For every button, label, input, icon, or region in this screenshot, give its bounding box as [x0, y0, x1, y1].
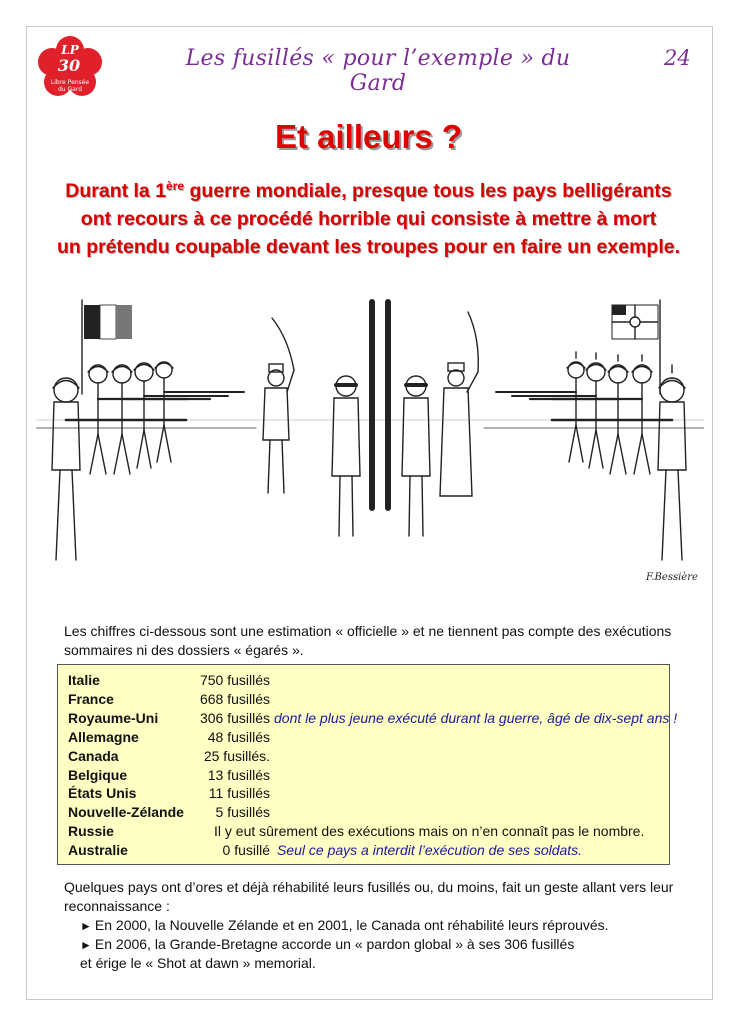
- stat-row: [68, 766, 663, 785]
- intro-line-1: Durant la 1ère guerre mondiale, presque tous les pays belligérants: [65, 179, 672, 202]
- stat-count: 668 fusillés: [199, 690, 270, 707]
- stat-country: Russie: [68, 823, 114, 840]
- stat-country: Canada: [68, 747, 119, 764]
- stat-country: Australie: [68, 842, 128, 859]
- stat-count: 11 fusillés: [208, 785, 270, 802]
- stat-country: Italie: [68, 672, 100, 688]
- libre-pensee-logo: [36, 34, 104, 102]
- firing-squad-illustration: [36, 278, 704, 590]
- german-flag: [612, 305, 658, 339]
- condemned-men: [332, 376, 430, 536]
- stat-count: 750 fusillés: [199, 672, 270, 688]
- stat-note: Seul ce pays a interdit l’exécution de ses soldats.: [277, 842, 583, 859]
- svg-text:du Gard: du Gard: [57, 86, 83, 93]
- stat-count: 13 fusillés: [207, 766, 270, 783]
- stat-row: [68, 803, 663, 822]
- page-number: 24: [664, 46, 691, 70]
- stat-row: [68, 784, 663, 803]
- stat-row: [68, 841, 663, 860]
- bullet-arrow-icon: ►: [80, 919, 92, 933]
- french-firing-squad: [52, 362, 244, 560]
- stat-detail: Il y eut sûrement des exécutions mais on n’en connaît pas le nombre.: [214, 823, 645, 840]
- svg-text:Libre Pensée: Libre Pensée: [50, 79, 90, 86]
- intro-line-2: ont recours à ce procédé horrible qui consiste à mettre à mort: [80, 208, 657, 230]
- stat-row: [68, 822, 663, 841]
- stat-country: France: [68, 690, 114, 707]
- stat-country: Nouvelle-Zélande: [68, 804, 184, 821]
- french-officer: [263, 318, 294, 493]
- stat-count: 0 fusillé: [222, 842, 270, 859]
- stat-row: [68, 728, 663, 747]
- german-firing-squad: [496, 352, 686, 560]
- header-title: Les fusillés « pour l’exemple » du Gard: [185, 46, 571, 96]
- svg-text:LP: LP: [61, 43, 79, 57]
- stat-row: [68, 671, 663, 690]
- execution-stake: [372, 302, 388, 508]
- stat-count: 5 fusillés: [215, 804, 270, 821]
- bullet-arrow-icon: ►: [80, 938, 92, 952]
- stat-row: [68, 747, 663, 766]
- stat-count: 48 fusillés: [207, 728, 270, 745]
- intro-line-3: un prétendu coupable devant les troupes pour en faire un exemple.: [56, 236, 681, 258]
- main-title: Et ailleurs ?: [274, 118, 463, 155]
- stat-country: Belgique: [68, 766, 128, 783]
- rehabilitation-bullet-2: ► En 2006, la Grande-Bretagne accorde un « pardon global » à ses 306 fusillés: [80, 936, 575, 952]
- executions-table: [57, 664, 678, 865]
- intro-paragraph: [40, 177, 697, 261]
- stat-row: [68, 709, 678, 728]
- stat-row: [68, 690, 663, 709]
- german-officer: [440, 312, 478, 496]
- rehabilitation-paragraph: Quelques pays ont d’ores et déjà réhabilité leurs fusillés ou, du moins, fait un geste allant vers leur reconnaissance :: [64, 879, 674, 914]
- stat-country: Allemagne: [68, 728, 139, 745]
- stat-country: Royaume-Uni: [68, 709, 159, 726]
- svg-text:30: 30: [57, 56, 81, 75]
- stat-note: dont le plus jeune exécuté durant la guerre, âgé de dix-sept ans !: [274, 709, 678, 726]
- stat-count: 306 fusillés: [199, 709, 270, 726]
- estimate-note: Les chiffres ci-dessous sont une estimation « officielle » et ne tiennent pas compte des exécutions sommaires ni des dossiers « égarés ».: [64, 623, 672, 658]
- rehabilitation-bullet-2-continued: et érige le « Shot at dawn » memorial.: [80, 955, 316, 971]
- stat-country: États Unis: [68, 785, 137, 802]
- artist-signature: F.Bessière: [646, 572, 698, 583]
- rehabilitation-bullet-1: ► En 2000, la Nouvelle Zélande et en 2001, le Canada ont réhabilité leurs réprouvés.: [80, 917, 609, 933]
- french-flag: [84, 305, 132, 339]
- stat-count: 25 fusillés.: [203, 747, 270, 764]
